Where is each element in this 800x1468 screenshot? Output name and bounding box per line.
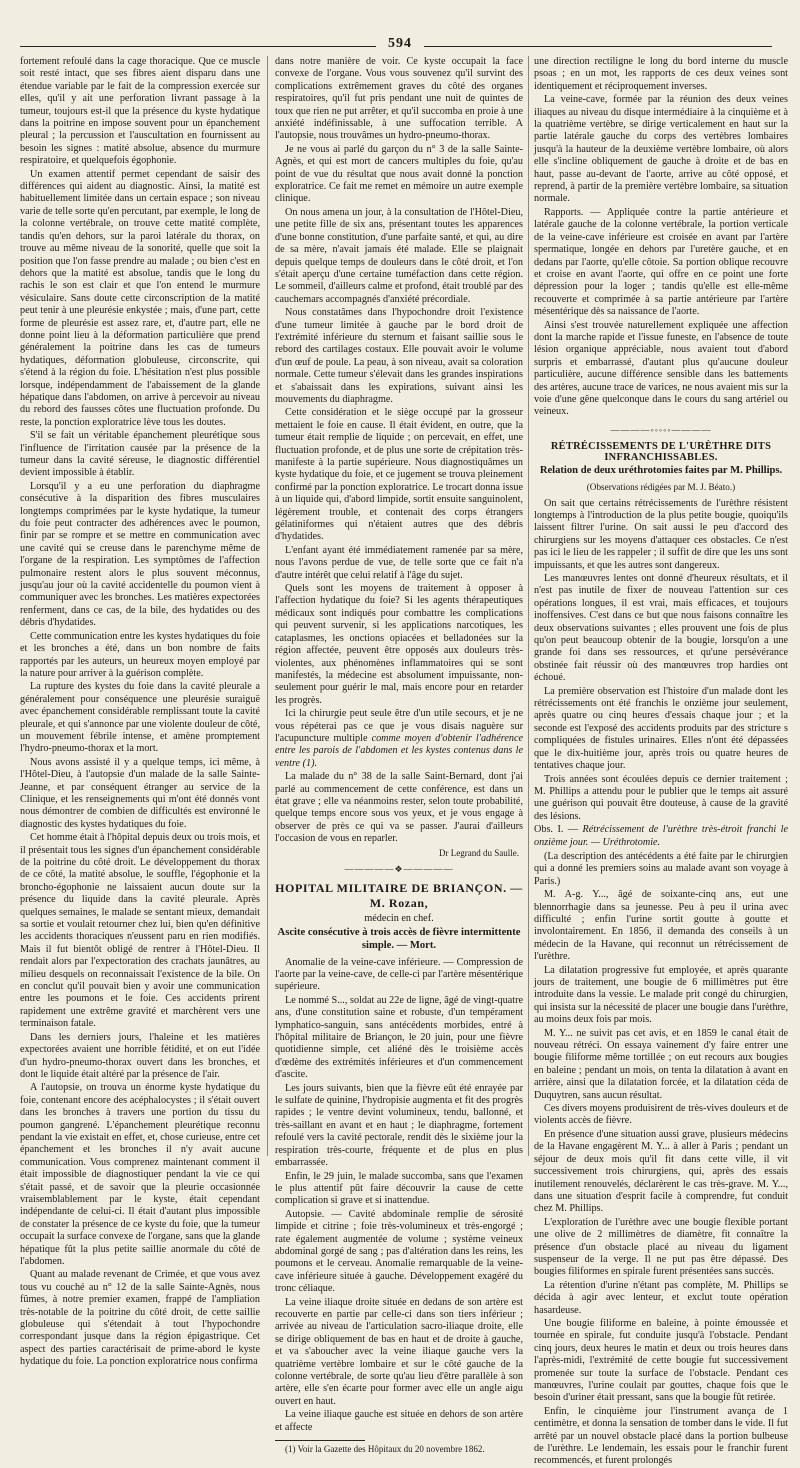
paragraph: Ainsi s'est trouvée naturellement expliquée une affection dont la marche rapide et l'issue funeste, en l'absence de toute lésion organique appréciable, nous avaient tout d'abord surpris et embarrassé, d'autant plus qu'aucune douleur particulière, aucune différence sensible dans les battements des artères, aucune trace de varices, ne nous avaient mis sur la voie d'une gêne quelconque dans le cours du sang artériel ou veineux.	[534, 319, 788, 418]
paragraph: Enfin, le 29 juin, le malade succomba, sans que l'examen le plus attentif pût faire découvrir la cause de cette complication si grave et si inattendue.	[275, 1170, 523, 1207]
page-number: 594	[376, 36, 424, 52]
paragraph: Lorsqu'il y a eu une perforation du diaphragme consécutive à la disparition des fibres musculaires longtemps comprimées par le kyste hydatique, la tumeur du foie peut contracter des adhérences avec le poumon, finir par se rompre et se mettre en communication avec une cavité qui se creuse dans le parenchyme même de l'organe de la respiration. Les symptômes de l'affection pulmonaire restent alors le plus souvent méconnus, jusqu'au jour où la cavité accidentelle du poumon vient à communiquer avec les bronches. Les matières expectorées renferment, dans ce cas, de la bile, des hydatides ou des débris d'hydatides.	[20, 480, 260, 629]
column-divider	[528, 56, 529, 1156]
paragraph: M. Y... ne suivit pas cet avis, et en 1859 le canal était de nouveau rétréci. On essaya vainement d'y faire entrer une bougie filiforme même tortillée ; on eut recours aux bougies en baleine ; pendant un mois, on tenta la dilatation à avant en arrière, ainsi que la dilatation forcée, et la dilatation céda de Duquytren, sans aucun résultat.	[534, 1027, 788, 1101]
paragraph: Un examen attentif permet cependant de saisir des différences qui aident au diagnostic. Ainsi, la matité est habituellement limitée dans un certain espace ; son niveau varie de telle sorte qu'en percutant, par exemple, le long de la colonne vertébrale, on trouve cette matité complète, tandis qu'en dehors, sur la paroi latérale du thorax, on trouve au même niveau de la sonorité, quelle que soit la position que l'on fasse prendre au malade ; ou bien c'est en dehors que la matité est absolue, tandis que le long du rachis le son est clair et que l'on entend le murmure vésiculaire. Sans doute cette circonscription de la matité peut tenir à une pleurésie enkystée ; mais, d'une part, cette forme de pleurésie est assez rare, et, d'autre part, elle ne donne point lieu à la déformation particulière que prend généralement la poitrine dans les cas de tumeurs hydatiques, déformation globuleuse, circonscrite, qui s'étend à la région du foie. L'hésitation n'est plus possible lorsque, indépendamment de l'abaissement de la glande hépatique dans l'abdomen, on arrive à percevoir au niveau du rebord des fausses côtes une fluctuation profonde. Du reste, la ponction exploratrice lève tous les doutes.	[20, 168, 261, 428]
footnote-rule	[275, 1440, 365, 1441]
obs-label: Obs. I. —	[534, 824, 579, 836]
paragraph: S'il se fait un véritable épanchement pleurétique sous l'influence de l'irritation causée par la présence de la tumeur dans la cavité séreuse, le diagnostic différentiel devient impossible à établir.	[20, 430, 260, 479]
section-subtitle: Relation de deux uréthrotomies faites par M. Phillips.	[539, 464, 783, 476]
section-title: HOPITAL MILITAIRE DE BRIANÇON. — M. Rozan,	[275, 880, 523, 910]
paragraph: dans notre manière de voir. Ce kyste occupait la face convexe de l'organe. Vous vous souvenez qu'il survint des complications extrêmement graves du côté des organes respiratoires, qu'il fut pris pendant une nuit de quintes de toux que rien ne put arrêter, et qu'il succomba en proie à une anxiété indéfinissable, à une suffocation terrible. A l'autopsie, nous trouvâmes un hydro-pneumo-thorax.	[275, 56, 523, 142]
section-subtitle: médecin en chef.	[364, 912, 434, 924]
case-title: Ascite consécutive à trois accès de fièvre intermittente simple. — Mort.	[277, 927, 521, 951]
paragraph: Cet homme était à l'hôpital depuis deux ou trois mois, et il présentait tous les signes d'un épanchement considérable de la poitrine du côté droit. Le développement du thorax de ce côté, la matité absolue, le souffle, l'égophonie et la broncho-égophonie ne laissaient aucun doute sur la présence du liquide dans la cavité pleurale. Après quelques semaines, le malade se sentant mieux, demandait sa sortie et voulait retourner chez lui, bien qu'en définitive les accidents thoraciques n'eussent paru en rien modifiés. Mais il fut bientôt obligé de rentrer à l'Hôtel-Dieu. Il rendait alors par l'expectoration des crachats jaunâtres, au milieu desquels on reconnaissait l'existence de la bile. On en conclut qu'il pouvait bien y avoir une communication entre les poumons et le foie. Ces accidents prirent rapidement une extrême gravité et marchèrent vers une terminaison fatale.	[20, 832, 260, 1030]
paragraph: On nous amena un jour, à la consultation de l'Hôtel-Dieu, une petite fille de six ans, présentant toutes les apparences d'une bonne constitution, d'une parfaite santé, et qui, au dire de sa mère, n'avait jamais été malade. Elle se plaignait depuis quelque temps de douleurs dans le côté droit, et l'on s'était aperçu d'une certaine tuméfaction dans cette région. Le sommeil, d'ailleurs calme et profond, était troublé par des cauchemars accompagnés d'anxiété précordiale.	[275, 206, 523, 305]
paragraph: On sait que certains rétrécissements de l'urèthre résistent longtemps à l'introduction de la plus petite bougie, quoiqu'ils laissent filtrer l'urine. On sait aussi le peu d'accord des chirurgiens sur les moyens d'attaquer ces obstacles. Ce n'est pas ici le lieu de les rappeler ; il suffit de dire que les uns sont impuissants, et que les autres sont dangereux.	[534, 497, 788, 571]
anomaly-summary: Anomalie de la veine-cave inférieure. — Compression de l'aorte par la veine-cave, de celle-ci par l'artère mésentérique supérieure.	[275, 956, 523, 993]
paragraph: La veine iliaque droite située en dedans de son artère est recouverte en partie par celle-ci dans son tiers inférieur ; arrivée au niveau de l'articulation sacro-iliaque droite, elle se dirige obliquement de bas en haut et de droite à gauche, et va s'aboucher avec la veine iliaque gauche vers la quatrième vertèbre lombaire et sur le côté gauche de la colonne vertébrale, de sorte qu'au lieu d'être parallèle à son artère, elle s'en écarte pour former avec elle un angle aigu ouvert en haut.	[275, 1296, 523, 1407]
paragraph: Les manœuvres lentes ont donné d'heureux résultats, et il n'est pas inutile de fixer de nouveau l'attention sur ces opérations longues, il est vrai, mais efficaces, et toujours inoffensives. C'est dans ce but que nous faisons connaître les deux observations suivantes ; elles prouvent une fois de plus qu'on peut beaucoup obtenir de la bougie, lorsqu'on a une grande foi dans ses ressources, et qu'une persévérance obstinée fait réussir où des manœuvres trop hardies ont échoué.	[534, 573, 788, 684]
column-2	[275, 56, 523, 1455]
obs-title: Rétrécissement de l'urèthre très-étroit franchi le onzième jour. — Uréthrotomie.	[534, 824, 788, 848]
column-divider	[267, 56, 268, 1156]
paragraph: Une bougie filiforme en baleine, à pointe émoussée et tournée en spirale, fut conduite jusqu'à l'obstacle. Pendant cinq jours, deux heures le matin et deux ou trois heures dans l'après-midi, l'extrémité de cette bougie fut successivement promenée sur toute la surface de l'obstacle. Pendant ces manœuvres, l'urine coulait par gouttes, chaque fois que le besoin d'uriner était pressant, sans que la bougie fût retirée.	[534, 1317, 788, 1404]
paragraph: Le nommé S..., soldat au 22e de ligne, âgé de vingt-quatre ans, d'une constitution saine et robuste, d'un tempérament lymphatico-sanguin, sans antécédents morbides, entré à l'hôpital militaire de Briançon, le 20 juin, pour une fièvre quotidienne simple, cet aliéné dès le troisième accès d'œdème des extrémités inférieures et d'un commencement d'ascite.	[275, 994, 523, 1081]
paragraph: La malade du n° 38 de la salle Saint-Bernard, dont j'ai parlé au commencement de cette conférence, est dans un état grave ; elle va néanmoins rester, selon toute probabilité, quelque temps encore sous vos yeux, et je vous engage à observer de près ce qui va se passer. J'aurai d'ailleurs l'occasion de vous en reparler.	[275, 771, 523, 845]
observation-note: (Observations rédigées par M. J. Béato.)	[586, 481, 736, 492]
ornament-divider: —————❖—————	[344, 863, 454, 874]
paragraph: La première observation est l'histoire d'un malade dont les rétrécissements ont été franchis le onzième jour seulement, après quatre ou cinq heures d'essais chaque jour ; et la seconde est l'exposé des accidents produits par des stricture s compliquées de fistules urinaires. Elles n'ont été dépassées que le dix-huitième jour, après trois ou quatre heures de tentatives chaque jour.	[534, 685, 788, 772]
paragraph: Je ne vous ai parlé du garçon du n° 3 de la salle Sainte-Agnès, et qui est mort de cancers multiples du foie, qu'au point de vue du résultat que nous avait donné la ponction exploratrice. Ce fait me remet en mémoire un autre exemple clinique.	[275, 143, 523, 205]
paragraph: La veine-cave, formée par la réunion des deux veines iliaques au niveau du disque intermédiaire à la cinquième et à la quatrième vertèbre, se dirige verticalement en haut sur la partie latérale gauche du corps des vertèbres lombaires jusqu'à la hauteur de la deuxième vertèbre lombaire, où alors elle s'incline obliquement de gauche à droite et de bas en haut, passe au-devant de l'aorte, arrive au côté opposé, et reprend, à partir de la première vertèbre lombaire, sa situation normale.	[534, 94, 788, 205]
paragraph: La rupture des kystes du foie dans la cavité pleurale a généralement pour conséquence une pleurésie suraiguë avec épanchement considérable remplissant toute la cavité pleurale, et qui s'annonce par une violente douleur de côté, un mouvement fébrile intense, et amène promptement l'hydro-pneumo-thorax et la mort.	[20, 681, 260, 755]
paragraph-text: Ici la chirurgie peut seule être d'un utile secours, et je ne vous répéterai pas ce que je vous disais naguère sur l'acupuncture multiple	[275, 708, 523, 744]
paragraph: Quels sont les moyens de traitement à opposer à l'affection hydatique du foie? Si les agents thérapeutiques médicaux sont indiqués pour combattre les complications qui peuvent survenir, si les applications narcotiques, les cataplasmes, les onctions opiacées et belladonées sur la région affectée, peuvent être opposés aux douleurs très-violentes, aux phénomènes inflammatoires qui se sont manifestés, la médecine est absolument impuissante, non-seulement pour guérir le mal, mais encore pour en retarder les progrès.	[275, 583, 523, 706]
paragraph: L'exploration de l'urèthre avec une bougie flexible portant une olive de 2 millimètres de diamètre, fit connaître la présence d'un obstacle placé au niveau du ligament suspenseur de la verge. Il ne put pas être dépassé. Des bougies filiformes en spirale furent présentées sans succès.	[534, 1216, 788, 1278]
paragraph: Quant au malade revenant de Crimée, et que vous avez tous vu couché au n° 12 de la salle Sainte-Agnès, nous fûmes, à notre premier examen, frappé de l'ampliation très-notable de la poitrine du côté droit, de cette saillie globuleuse qui s'étendait à tout l'hypochondre correspondant jusque dans la région épigastrique. Cet aspect des parties caractérisait de prime-abord le kyste hydatique du foie. La ponction exploratrice nous confirma	[20, 1269, 260, 1368]
paragraph: Dans les derniers jours, l'haleine et les matières expectorées avaient une horrible fétidité, et on eut l'idée d'un hydro-pneumo-thorax ouvert dans les bronches, et dont le liquide était altéré par la présence de l'air.	[20, 1031, 260, 1080]
italic-text: comme moyen d'obtenir l'adhérence entre les parois de l'abdomen et les kystes contenus dans le ventre (1).	[275, 732, 523, 769]
paragraph: fortement refoulé dans la cage thoracique. Que ce muscle soit resté intact, que ses fibres aient disparu dans une étendue variable par le fait de la compression exercée sur elles, qu'il y ait une perforation livrant passage à la tumeur, toujours est-il que la présence du kyste hydatique dans la poitrine en impose souvent pour un épanchement pleural ; la percussion et l'auscultation en fournissent au besoin les signes : matité absolue, absence du murmure respiratoire, et quelquefois égophonie.	[20, 56, 260, 167]
column-1	[20, 56, 261, 1368]
footnote: (1) Voir la Gazette des Hôpitaux du 20 novembre 1862.	[285, 1444, 485, 1455]
observation-heading	[534, 824, 788, 849]
author-signature: Dr Legrand du Saulle.	[439, 847, 519, 858]
column-3	[534, 56, 788, 1467]
paragraph: une direction rectiligne le long du bord interne du muscle psoas ; en un mot, les rapports de ces deux veines sont identiquement et réciproquement inverses.	[534, 56, 788, 92]
paragraph: Nous constatâmes dans l'hypochondre droit l'existence d'une tumeur limitée à gauche par le bord droit de l'extrémité inférieure du sternum et faisant saillie sous le rebord des cartilages costaux. Elle pouvait avoir le volume d'un œuf de poule. La peau, à son niveau, avait sa coloration normale. Cette tumeur s'élevait dans les grandes inspirations et s'abaissait dans les expirations, suivant ainsi les mouvements du diaphragme.	[275, 307, 523, 405]
paragraph: Enfin, le cinquième jour l'instrument avança de 1 centimètre, et donna la sensation de tomber dans le vide. Il fut arrêté par un nouvel obstacle placé dans la portion bulbeuse de l'urèthre. Le lendemain, les essais pour le franchir furent recommencés, et furent prolongés	[534, 1405, 788, 1467]
paragraph: L'enfant ayant été immédiatement ramenée par sa mère, nous l'avons perdue de vue, de telle sorte que ce fait n'a d'autre intérêt que celui relatif à l'âge du sujet.	[275, 544, 523, 581]
paragraph: Autopsie. — Cavité abdominale remplie de sérosité limpide et citrine ; foie très-volumineux et très-engorgé ; rate également augmentée de volume ; système veineux abdominal gorgé de sang ; pas d'altération dans les reins, les poumons et le cerveau. Anomalie remarquable de la veine-cave inférieure située à gauche. Développement exagéré du tronc céliaque.	[275, 1208, 523, 1295]
section-title: RÉTRÉCISSEMENTS DE L'URÈTHRE DITS INFRANCHISSABLES.	[550, 440, 772, 463]
paragraph: Rapports. — Appliquée contre la partie antérieure et latérale gauche de la colonne vertébrale, la portion verticale de la veine-cave inférieure est croisée en avant par l'artère spermatique, longée en dehors par l'uretère gauche, et en dedans par l'aorte, qu'elle côtoie. Sa portion oblique recouvre et croise en avant l'aorte, qui offre en ce point une forte dépression pour la loger ; tandis qu'elle est elle-même recouverte et comprimée à sa partie antérieure par l'artère mésentérique dès sa naissance de l'aorte.	[534, 206, 788, 318]
ornament-divider: ————◦◦◦◦◦————	[610, 424, 712, 435]
paragraph: Ces divers moyens produisirent de très-vives douleurs et de violents accès de fièvre.	[534, 1103, 788, 1127]
paragraph: Les jours suivants, bien que la fièvre eût été enrayée par le sulfate de quinine, l'hydropisie augmenta et fit des progrès rapides ; le ventre devint volumineux, tendu, ballonné, et très-saillant en avant et en haut ; le diaphragme, fortement refoulé vers la cavité pectorale, rendit dès le sixième jour la respiration très-courte, fréquente et de plus en plus embarrassée.	[275, 1082, 523, 1169]
paragraph: A l'autopsie, on trouva un énorme kyste hydatique du foie, contenant encore des acéphalocystes ; il s'était ouvert dans les bronches à travers une portion du tissu du poumon gangrené. L'épanchement pleurétique reconnu pendant la vie existait en effet, et, chose curieuse, entre cet épanchement et les bronches il n'y avait aucune communication. Vous comprenez maintenant comment il était impossible de diagnostiquer pendant la vie ce qui s'était passé, et de savoir que la pleurie occasionnée vraisemblablement par le kyste, était cependant indépendante de celui-ci. Il était d'autant plus impossible de constater la présence de ce kyste du foie, que la tumeur occupait la surface convexe de l'organe, sans que la glande hépatique fût la plus petite saillie anormale du côté de l'abdomen.	[20, 1082, 260, 1267]
paragraph: La veine iliaque gauche est située en dehors de son artère et affecte	[275, 1409, 523, 1433]
paragraph: Trois années sont écoulées depuis ce dernier traitement ; M. Phillips a attendu pour le publier que le temps ait assuré une guérison qui pouvait être douteuse, à cause de la gravité des lésions.	[534, 773, 788, 822]
paragraph: Cette considération et le siège occupé par la grosseur mettaient le foie en cause. Il était évident, en outre, que la tumeur était remplie de liquide ; on percevait, en effet, une fluctuation profonde, et de plus une sorte de crépitation très-manifeste à la partie supérieure. Nous diagnostiquâmes un kyste hydatique du foie, et ce jugement se trouva pleinement confirmé par la ponction exploratrice. Le trocart donna issue à un liquide qui, d'abord limpide, sortit ensuite sanguinolent, légèrement trouble, et contenait des corps étrangers gélatiniformes qui n'étaient autres que des débris d'hydatides.	[275, 407, 523, 543]
paragraph: (La description des antécédents a été faite par le chirurgien qui a donné les premiers soins au malade avant son voyage à Paris.)	[534, 850, 788, 887]
paragraph: La rétention d'urine n'étant pas complète, M. Phillips se décida à agir avec lenteur, et exclut toute opération hasardeuse.	[534, 1279, 788, 1316]
paragraph: Cette communication entre les kystes hydatiques du foie et les bronches a été, dans un bon nombre de faits rapportés par les auteurs, un heureux moyen employé par la nature pour arriver à la guérison complète.	[20, 630, 261, 679]
paragraph: En présence d'une situation aussi grave, plusieurs médecins de la Havane engagèrent M. Y... à aller à Paris ; pendant un séjour de deux mois qu'il fit dans cette ville, il vit successivement trois chirurgiens, qui, après des essais inutilement renouvelés, déclarèrent le cas très-grave. M. Y..., dans une situation d'esprit facile à comprendre, fut conduit chez M. Phillips.	[534, 1128, 788, 1215]
paragraph: M. A-g. Y..., âgé de soixante-cinq ans, eut une blennorrhagie dans sa jeunesse. Peu à peu il urina avec difficulté ; enfin l'urine sortit goutte à goutte et involontairement. En 1856, il demanda des conseils à un médecin de la Havane, qui reconnut un rétrécissement de l'urèthre.	[534, 889, 788, 963]
paragraph: La dilatation progressive fut employée, et après quarante jours de traitement, une bougie de 6 millimètres put être introduite dans la vessie. Le malade prit congé du chirurgien, qui insista sur la nécessité de placer une bougie dans l'urèthre, au moins deux fois par mois.	[534, 964, 788, 1026]
paragraph: Nous avons assisté il y a quelque temps, ici même, à l'Hôtel-Dieu, à l'autopsie d'un malade de la salle Sainte-Jeanne, et par conséquent étranger au service de la Clinique, et les renseignements qui m'ont été donnés vont nous démontrer de combien de difficultés est environné le diagnostic des kystes hydatiques du foie.	[20, 756, 260, 830]
paragraph	[275, 708, 523, 770]
